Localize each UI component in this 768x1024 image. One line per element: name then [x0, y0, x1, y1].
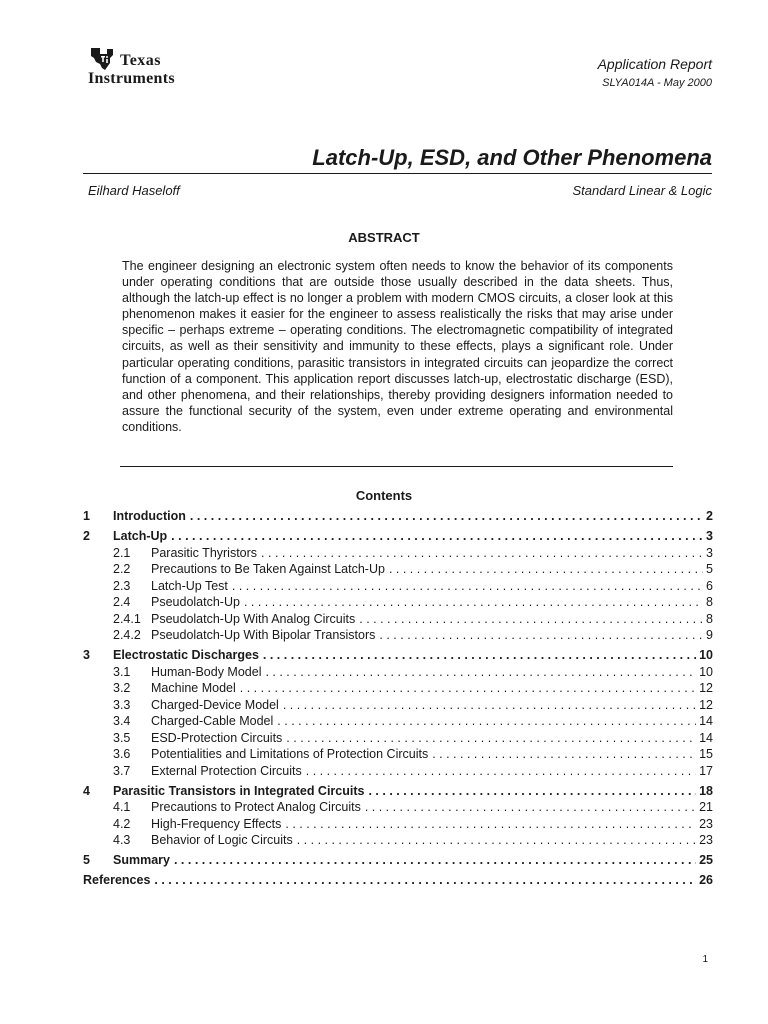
toc-leader-dots [359, 611, 703, 628]
toc-entry[interactable] [83, 697, 713, 714]
abstract-divider [120, 466, 673, 467]
page-number: 1 [702, 954, 708, 965]
toc-leader-dots [190, 508, 703, 525]
toc-entry-title: Latch-Up Test [151, 578, 228, 593]
toc-entry[interactable] [83, 730, 713, 747]
toc-entry-number: 2.4.2 [113, 628, 141, 642]
toc-entry[interactable] [83, 508, 713, 525]
abstract-body: The engineer designing an electronic system often needs to know the behavior of its components under operating conditions that are outside those usually described in the data sheets. Thus, although the latch-up effect is no longer a problem with modern CMOS circuits, a closer look at this phenomenon makes it easier for the engineer to assess realistically the risks that may arise under specific – perhaps extreme – operating conditions. The electromagnetic compatibility of integrated circuits, as well as their sensitivity and immunity to these effects, plays a significant role. Under particular operating conditions, parasitic transistors in integrated circuits can jeopardize the correct function of a component. This application report discusses latch-up, electrostatic discharge (ESD), and other phenomena, and their relationships, thereby providing designers information needed to assure the functional security of the system, even under extreme operating and environmental conditions. [122, 259, 673, 434]
toc-entry-number: 4.3 [113, 833, 131, 847]
toc-leader-dots [297, 832, 696, 849]
toc-entry-number: 2.1 [113, 545, 131, 560]
document-title: Latch-Up, ESD, and Other Phenomena [312, 145, 712, 170]
toc-entry-title: Human-Body Model [151, 664, 262, 679]
toc-entry-number: 1 [83, 509, 90, 523]
toc-entry-number: 3.1 [113, 664, 131, 679]
toc-entry-title: Precautions to Protect Analog Circuits [151, 800, 361, 814]
ti-state-icon [88, 46, 116, 72]
toc-entry[interactable] [83, 611, 713, 628]
toc-entry[interactable] [83, 680, 713, 697]
toc-leader-dots [283, 697, 696, 714]
department: Standard Linear & Logic [572, 183, 712, 198]
toc-leader-dots [263, 647, 696, 664]
toc-entry-number: 3.4 [113, 714, 131, 728]
toc-entry[interactable] [83, 594, 713, 611]
toc-entry-page: 23 [699, 816, 713, 831]
toc-entry-title: Pseudolatch-Up With Analog Circuits [151, 611, 356, 626]
report-type: Application Report [597, 56, 712, 72]
toc-entry[interactable] [83, 545, 713, 562]
toc-entry-title: Pseudolatch-Up With Bipolar Transistors [151, 628, 376, 642]
toc-entry-title: Electrostatic Discharges [113, 648, 259, 662]
toc-leader-dots [240, 680, 696, 697]
toc-entry-title: Machine Model [151, 681, 236, 695]
toc-entry-number: 2 [83, 529, 90, 543]
author: Eilhard Haseloff [88, 183, 180, 198]
report-id: SLYA014A - May 2000 [602, 77, 712, 89]
toc-entry-page: 18 [699, 783, 713, 798]
toc-entry-number: 2.3 [113, 578, 131, 593]
toc-entry-page: 17 [699, 763, 713, 778]
toc-entry[interactable] [83, 852, 713, 869]
toc-entry-number: 5 [83, 853, 90, 867]
toc-entry[interactable] [83, 627, 713, 644]
toc-entry[interactable] [83, 872, 713, 889]
toc-leader-dots [285, 816, 696, 833]
toc-leader-dots [154, 872, 696, 889]
toc-entry-page: 25 [699, 853, 713, 867]
toc-entry[interactable] [83, 763, 713, 780]
toc-entry-title: Potentialities and Limitations of Protection Circuits [151, 747, 429, 761]
toc-entry-title: Parasitic Transistors in Integrated Circuits [113, 783, 365, 798]
toc-entry-number: 3.3 [113, 697, 131, 712]
toc-leader-dots [389, 561, 703, 578]
toc-entry-number: 3 [83, 648, 90, 662]
toc-leader-dots [265, 664, 696, 681]
toc-entry-title: Parasitic Thyristors [151, 545, 258, 560]
toc-entry-page: 12 [699, 697, 713, 712]
toc-entry-number: 3.6 [113, 747, 131, 761]
toc-entry-number: 2.4 [113, 595, 131, 609]
title-divider [83, 173, 712, 174]
toc-entry[interactable] [83, 713, 713, 730]
toc-entry-title: Charged-Device Model [151, 697, 279, 712]
toc-leader-dots [432, 746, 696, 763]
toc-entry-number: 3.7 [113, 763, 131, 778]
toc-entry-page: 21 [699, 800, 713, 814]
toc-entry[interactable] [83, 746, 713, 763]
toc-entry[interactable] [83, 799, 713, 816]
toc-leader-dots [244, 594, 703, 611]
abstract-heading: ABSTRACT [348, 230, 420, 245]
toc-entry-page: 8 [706, 611, 713, 626]
toc-leader-dots [306, 763, 696, 780]
toc-entry[interactable] [83, 664, 713, 681]
toc-entry-page: 23 [699, 833, 713, 847]
toc-entry-page: 6 [706, 578, 713, 593]
toc-leader-dots [232, 578, 703, 595]
toc-entry[interactable] [83, 561, 713, 578]
contents-heading: Contents [355, 488, 413, 503]
toc-entry-number: 3.2 [113, 681, 131, 695]
toc-entry-title: References [83, 873, 151, 887]
toc-entry-number: 2.2 [113, 562, 131, 576]
toc-entry[interactable] [83, 816, 713, 833]
toc-entry[interactable] [83, 528, 713, 545]
toc-leader-dots [171, 528, 703, 545]
toc-entry-number: 3.5 [113, 730, 131, 745]
toc-leader-dots [286, 730, 696, 747]
toc-leader-dots [174, 852, 696, 869]
toc-leader-dots [277, 713, 696, 730]
toc-entry-page: 14 [699, 714, 713, 728]
toc-entry-title: Pseudolatch-Up [151, 595, 240, 609]
toc-entry-title: Summary [113, 853, 170, 867]
toc-leader-dots [379, 627, 703, 644]
toc-entry[interactable] [83, 647, 713, 664]
toc-entry-title: Introduction [113, 509, 186, 523]
table-of-contents [83, 508, 713, 889]
toc-entry[interactable] [83, 832, 713, 849]
toc-entry-number: 2.4.1 [113, 611, 141, 626]
toc-leader-dots [368, 783, 696, 800]
toc-entry-page: 5 [706, 562, 713, 576]
logo-instruments: Instruments [88, 70, 175, 87]
texas-instruments-logo [88, 44, 228, 92]
toc-entry-page: 2 [706, 509, 713, 523]
toc-entry[interactable] [83, 783, 713, 800]
toc-entry-page: 26 [699, 873, 713, 887]
toc-entry-page: 3 [706, 529, 713, 543]
toc-entry-title: Precautions to Be Taken Against Latch-Up [151, 562, 385, 576]
toc-entry-title: ESD-Protection Circuits [151, 730, 283, 745]
toc-entry[interactable] [83, 578, 713, 595]
toc-entry-page: 10 [699, 648, 713, 662]
toc-entry-number: 4.2 [113, 816, 131, 831]
toc-entry-page: 14 [699, 730, 713, 745]
toc-entry-title: Latch-Up [113, 529, 168, 543]
toc-entry-page: 9 [706, 628, 713, 642]
toc-entry-title: Charged-Cable Model [151, 714, 274, 728]
toc-leader-dots [365, 799, 696, 816]
logo-texas: Texas [120, 52, 162, 69]
toc-leader-dots [261, 545, 703, 562]
toc-entry-number: 4.1 [113, 800, 131, 814]
toc-entry-page: 3 [706, 545, 713, 560]
toc-entry-title: Behavior of Logic Circuits [151, 833, 293, 847]
toc-entry-page: 12 [699, 681, 713, 695]
toc-entry-number: 4 [83, 783, 90, 798]
toc-entry-title: External Protection Circuits [151, 763, 302, 778]
toc-entry-page: 10 [699, 664, 713, 679]
toc-entry-title: High-Frequency Effects [151, 816, 282, 831]
toc-entry-page: 15 [699, 747, 713, 761]
toc-entry-page: 8 [706, 595, 713, 609]
